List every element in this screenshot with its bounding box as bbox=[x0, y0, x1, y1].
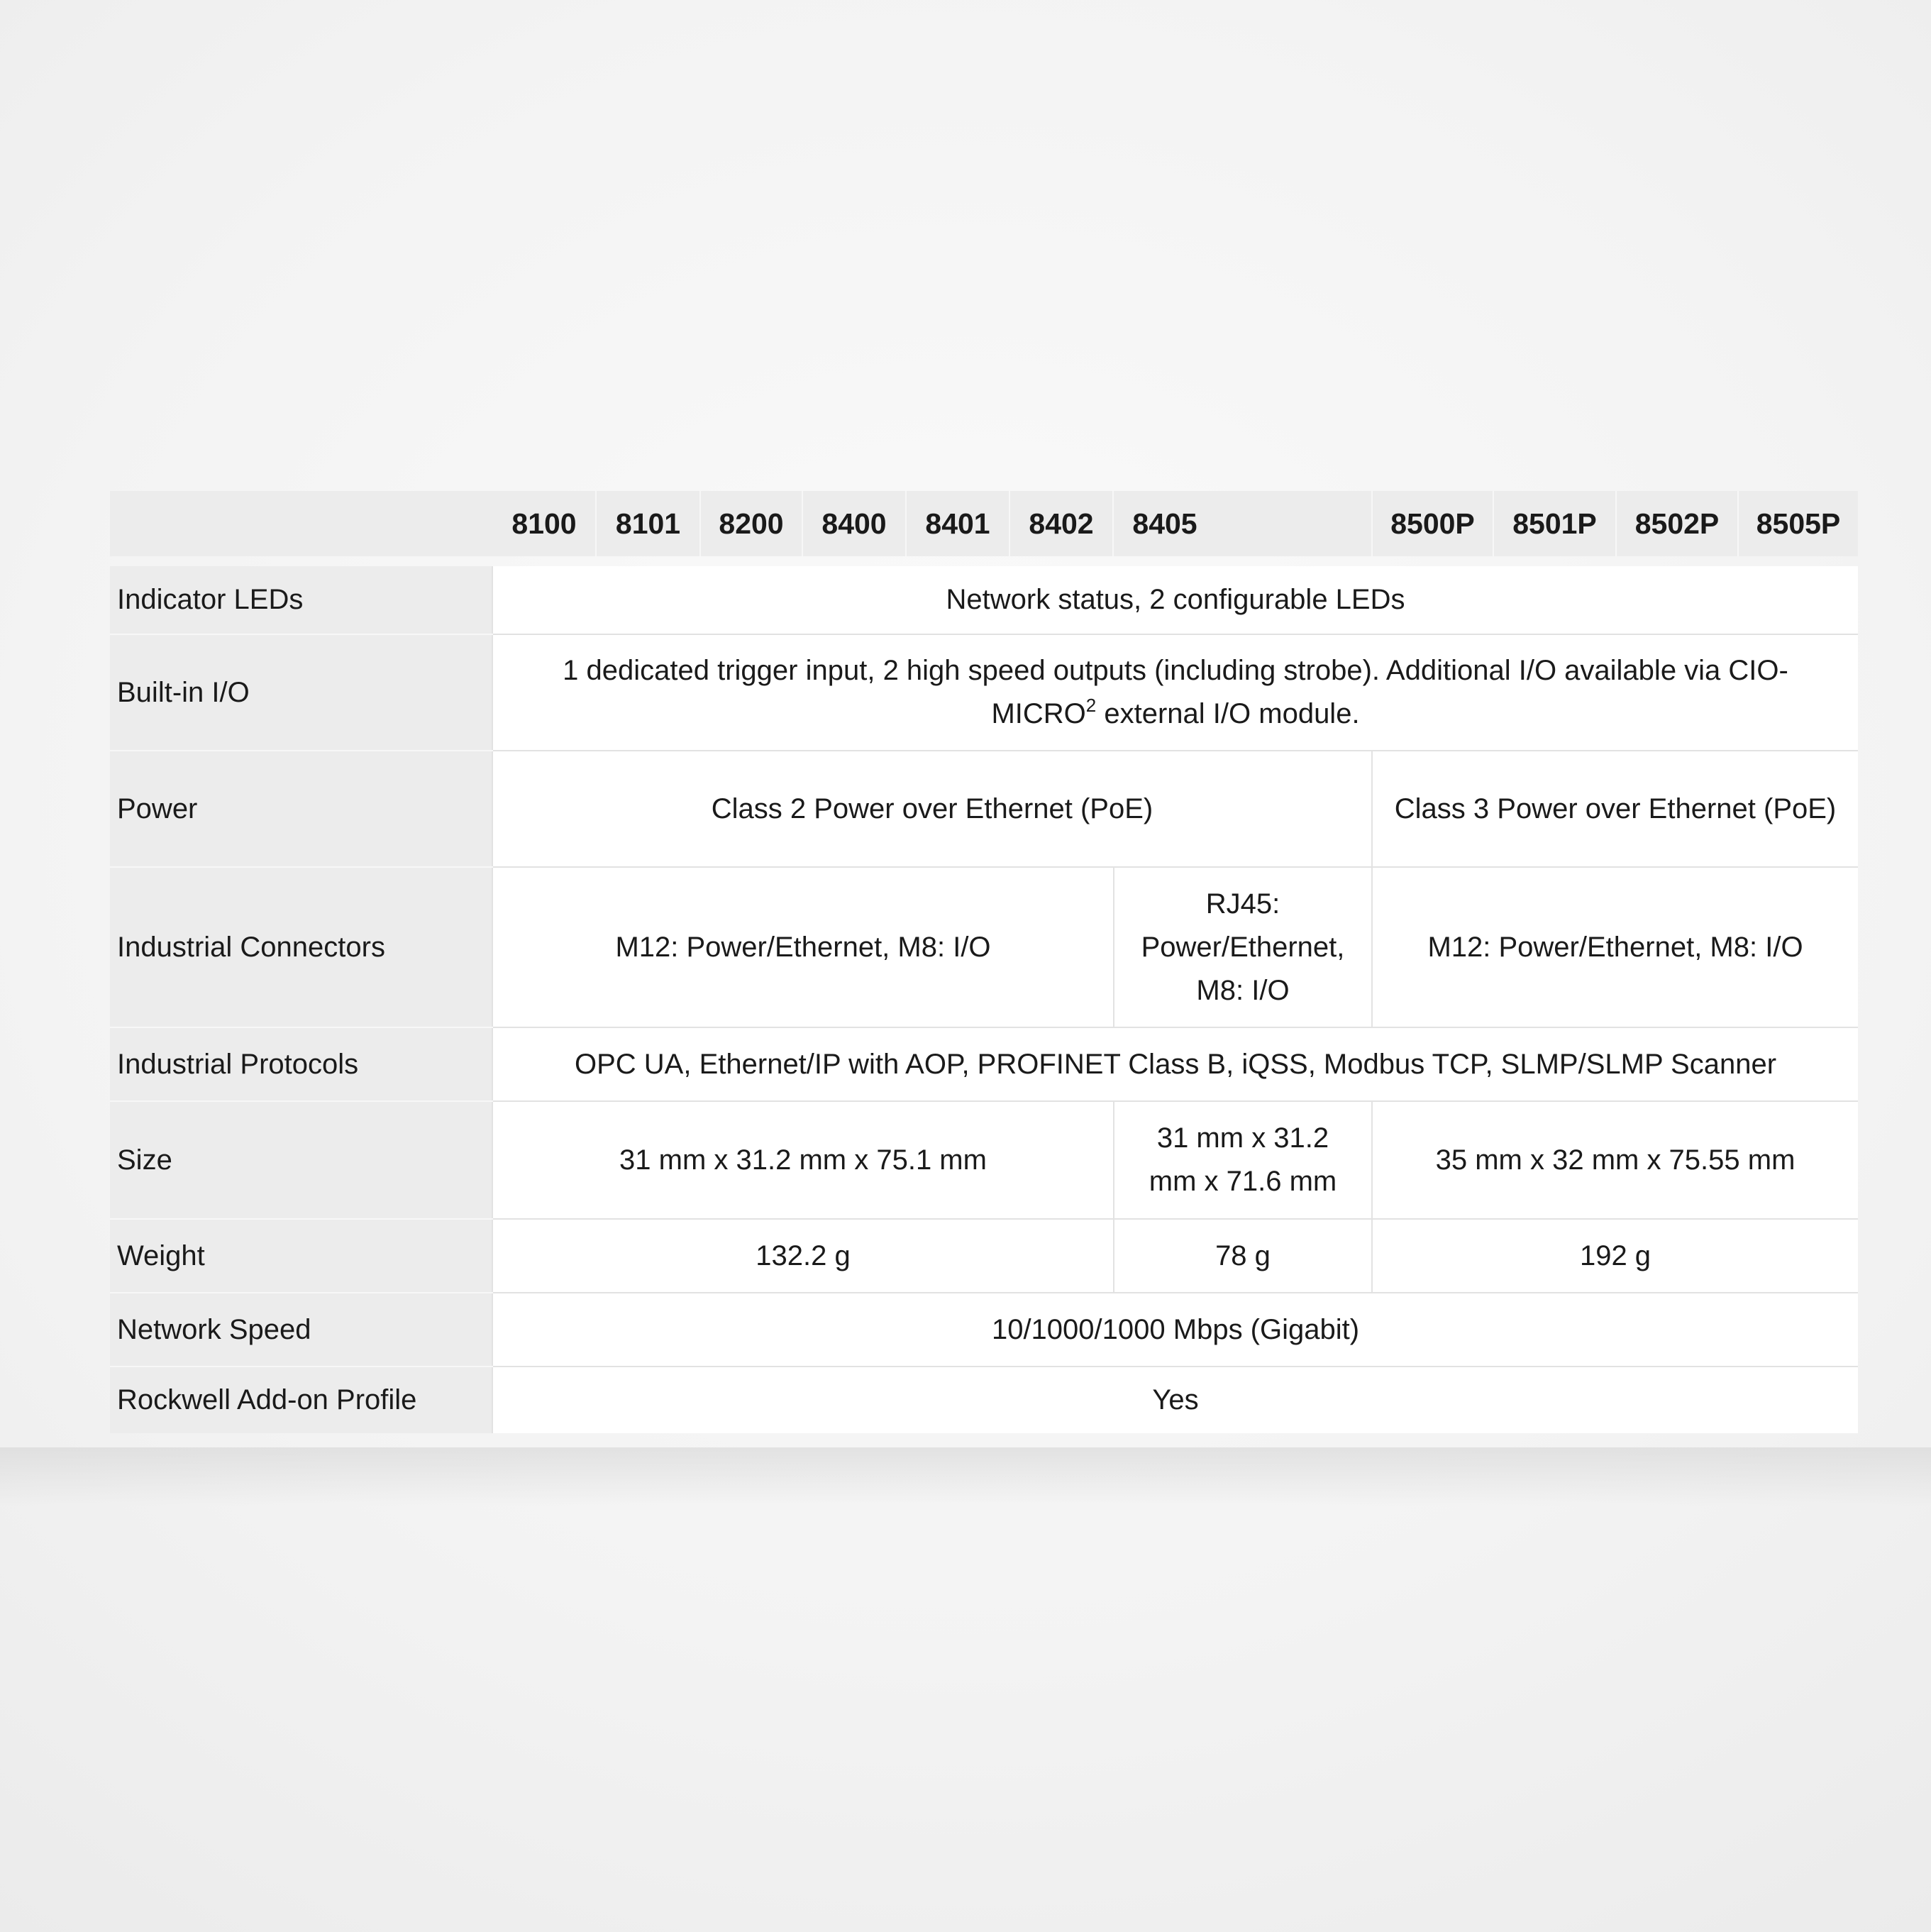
row-label: Rockwell Add-on Profile bbox=[110, 1367, 492, 1433]
weight-8x00: 132.2 g bbox=[492, 1219, 1114, 1293]
row-label: Power bbox=[110, 751, 492, 867]
builtin-io-line2-prefix: MICRO bbox=[991, 698, 1086, 729]
power-class3: Class 3 Power over Ethernet (PoE) bbox=[1372, 751, 1858, 867]
row-label: Industrial Protocols bbox=[110, 1027, 492, 1101]
weight-8405: 78 g bbox=[1114, 1219, 1372, 1293]
size-8x00: 31 mm x 31.2 mm x 75.1 mm bbox=[492, 1101, 1114, 1219]
superscript-2: 2 bbox=[1085, 695, 1097, 716]
spec-row-industrial-connectors bbox=[110, 867, 1858, 1027]
row-label: Indicator LEDs bbox=[110, 566, 492, 634]
model-8500p: 8500P bbox=[1371, 491, 1493, 556]
model-8505p: 8505P bbox=[1737, 491, 1858, 556]
weight-8500p: 192 g bbox=[1372, 1219, 1858, 1293]
model-8501p: 8501P bbox=[1493, 491, 1615, 556]
background-floor bbox=[0, 1447, 1931, 1932]
spec-row-network-speed bbox=[110, 1293, 1858, 1367]
model-8402: 8402 bbox=[1009, 491, 1112, 556]
row-label: Network Speed bbox=[110, 1293, 492, 1367]
indicator-leds-value: Network status, 2 configurable LEDs bbox=[492, 566, 1858, 634]
model-8502p: 8502P bbox=[1615, 491, 1737, 556]
connectors-m12-8x00: M12: Power/Ethernet, M8: I/O bbox=[492, 867, 1114, 1027]
add-on-profile-value: Yes bbox=[492, 1367, 1858, 1433]
industrial-protocols-value: OPC UA, Ethernet/IP with AOP, PROFINET Class B, iQSS, Modbus TCP, SLMP/SLMP Scanner bbox=[492, 1027, 1858, 1101]
spec-row-add-on-profile bbox=[110, 1367, 1858, 1433]
row-label: Weight bbox=[110, 1219, 492, 1293]
spec-row-builtin-io bbox=[110, 634, 1858, 751]
model-header-row bbox=[110, 491, 1858, 556]
power-class2: Class 2 Power over Ethernet (PoE) bbox=[492, 751, 1372, 867]
row-label: Built-in I/O bbox=[110, 634, 492, 751]
model-8400: 8400 bbox=[802, 491, 905, 556]
spec-row-size bbox=[110, 1101, 1858, 1219]
spec-sheet bbox=[110, 491, 1858, 1433]
size-8500p: 35 mm x 32 mm x 75.55 mm bbox=[1372, 1101, 1858, 1219]
model-8405: 8405 bbox=[1112, 491, 1216, 556]
size-8405: 31 mm x 31.2 mm x 71.6 mm bbox=[1114, 1101, 1372, 1219]
builtin-io-line2-suffix: external I/O module. bbox=[1096, 698, 1360, 729]
connectors-rj45-8405: RJ45: Power/Ethernet, M8: I/O bbox=[1114, 867, 1372, 1027]
spec-row-industrial-protocols bbox=[110, 1027, 1858, 1101]
connectors-m12-8500p: M12: Power/Ethernet, M8: I/O bbox=[1372, 867, 1858, 1027]
row-label: Industrial Connectors bbox=[110, 867, 492, 1027]
network-speed-value: 10/1000/1000 Mbps (Gigabit) bbox=[492, 1293, 1858, 1367]
spec-row-weight bbox=[110, 1219, 1858, 1293]
model-8401: 8401 bbox=[905, 491, 1009, 556]
builtin-io-value bbox=[492, 634, 1858, 751]
spec-row-power bbox=[110, 751, 1858, 867]
builtin-io-line1: 1 dedicated trigger input, 2 high speed outputs (including strobe). Additional I/O available via CIO- bbox=[563, 655, 1788, 686]
model-8100: 8100 bbox=[511, 507, 577, 540]
model-8200: 8200 bbox=[699, 491, 802, 556]
row-label: Size bbox=[110, 1101, 492, 1219]
spec-row-indicator-leds bbox=[110, 566, 1858, 634]
model-8101: 8101 bbox=[595, 491, 699, 556]
spec-table bbox=[110, 566, 1858, 1433]
